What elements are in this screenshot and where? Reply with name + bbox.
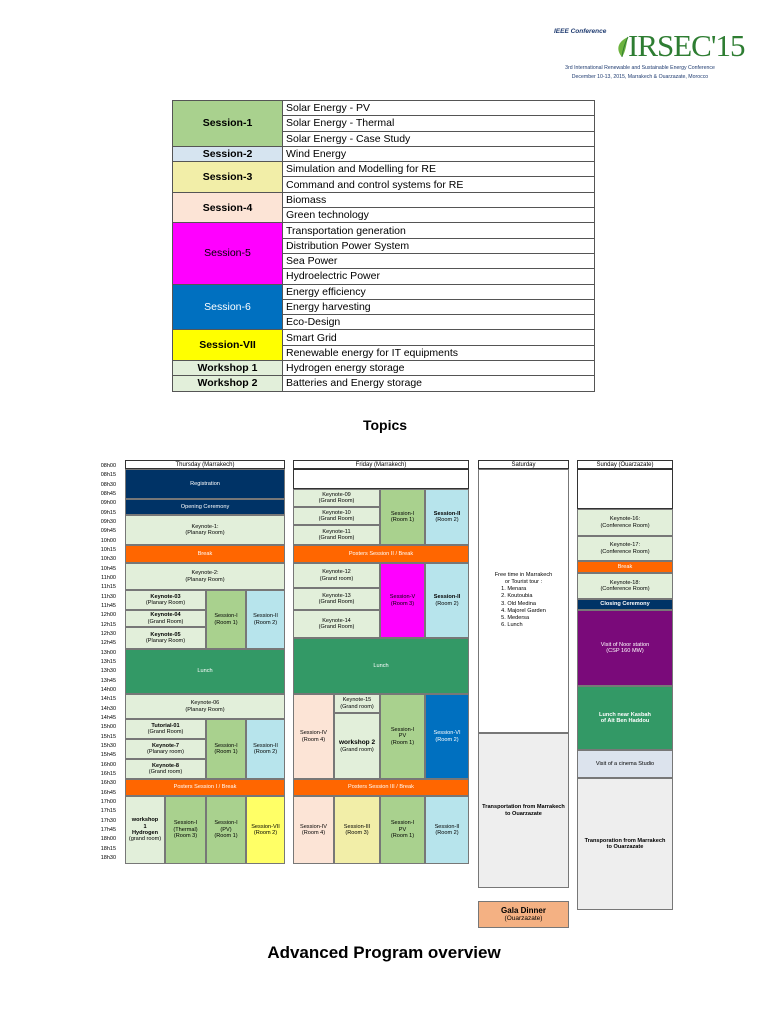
keynote-11-block: Keynote-11 (Grand Room) [293,525,380,545]
saturday-transport-block: Transportation from Marrakech to Ouarzazate [478,733,569,888]
keynote-6-block: Keynote-06 (Planary Room) [125,694,285,719]
fri-session-1-block: Session-I (Room 1) [380,489,425,545]
closing-ceremony-block: Closing Ceremony [577,599,673,610]
time-label: 08h45 [100,490,116,497]
topic-item: Hydrogen energy storage [283,361,595,376]
fri-session-1-pv-block: Session-I PV (Room 1) [380,694,425,779]
thu-session-1-pv-block: Session-I (PV) (Room 1) [206,796,246,864]
tour-item: 5. Medersa [501,615,530,622]
keynote-2-block: Keynote-2: (Planary Room) [125,563,285,590]
friday-morning-frame [293,469,469,489]
posters-session-3-block: Posters Session III / Break [293,779,469,796]
tour-item: 2. Koutoubia [501,593,533,600]
keynote-18-block: Keynote-18: (Conference Room) [577,573,673,599]
keynote-15-block: Keynote-15 (Grand room) [334,694,380,713]
time-label: 09h15 [100,509,116,516]
posters-session-2-block: Posters Session II / Break [293,545,469,563]
topic-item: Energy harvesting [283,299,595,314]
logo-text: IRSEC'15 [628,28,745,63]
fri-session-5-block: Session-V (Room 3) [380,563,425,638]
break-block: Break [125,545,285,563]
topics-row [173,101,595,116]
topics-row [173,146,595,161]
fri-session-2c-block: Session-II (Room 2) [425,796,469,864]
keynote-7-block: Keynote-7 (Planary room) [125,739,206,759]
conference-logo [540,22,745,84]
time-label: 16h00 [100,761,116,768]
time-label: 09h45 [100,528,116,535]
keynote-9-block: Keynote-09 (Grand Room) [293,489,380,507]
time-label: 17h30 [100,817,116,824]
tour-item: 3. Old Medina [501,600,536,607]
fri-lunch-block: Lunch [293,638,469,694]
logo-dates: December 10-13, 2015, Marrakech & Ouarzazate, Morocco [571,74,709,80]
topic-session-label: Session-1 [173,101,283,147]
fri-session-6-block: Session-VI (Room 2) [425,694,469,779]
time-label: 11h30 [101,593,116,600]
topic-item: Eco-Design [283,315,595,330]
time-label: 08h15 [100,472,116,479]
topic-item: Sea Power [283,253,595,268]
sunday-break-block: Break [577,561,673,573]
leaf-icon [614,36,630,58]
keynote-16-block: Keynote-16: (Conference Room) [577,509,673,536]
time-label: 08h30 [100,481,116,488]
keynote-4-block: Keynote-04 (Grand Room) [125,610,206,627]
topic-item: Solar Energy - Thermal [283,116,595,131]
time-label: 10h45 [100,565,116,572]
day-header-saturday: Saturday [478,460,569,469]
time-label: 13h45 [100,677,116,684]
topics-row [173,192,595,207]
topic-session-label: Session-3 [173,162,283,193]
time-label: 12h45 [100,640,116,647]
registration-block: Registration [125,469,285,499]
time-label: 09h30 [100,518,116,525]
time-label: 08h00 [100,463,116,469]
time-label: 15h30 [100,742,116,749]
topics-table [172,100,595,392]
time-label: 16h30 [100,780,116,787]
topic-session-label: Workshop 2 [173,376,283,391]
topic-session-label: Session-4 [173,192,283,223]
time-label: 12h30 [100,630,116,637]
topic-session-label: Session-2 [173,146,283,161]
noor-visit-block: Visit of Noor station (CSP 160 MW) [577,610,673,686]
sunday-morning-frame [577,469,673,509]
time-label: 11h15 [101,584,116,591]
thu-session-2-block: Session-II (Room 2) [246,590,285,649]
time-label: 13h30 [100,668,116,675]
time-label: 15h00 [100,724,116,731]
topic-item: Renewable energy for IT equipments [283,345,595,360]
keynote-3-block: Keynote-03 (Planary Room) [125,590,206,610]
tour-list [501,586,546,630]
fri-session-4-block: Session-IV (Room 4) [293,694,334,779]
fri-session-2-block: Session-II (Room 2) [425,489,469,545]
time-label: 11h00 [101,574,116,581]
time-label: 17h00 [100,798,116,805]
fri-session-3-block: Session-III (Room 3) [334,796,380,864]
topic-item: Command and control systems for RE [283,177,595,192]
gala-dinner-block: Gala Dinner (Ouarzazate) [478,901,569,928]
sunday-lunch-block: Lunch near Kasbah of Ait Ben Haddou [577,686,673,750]
time-label: 17h45 [100,826,116,833]
time-label: 13h00 [100,649,116,656]
tour-item: 1. Menara [501,586,527,593]
day-header-sunday: Sunday (Ouarzazate) [577,460,673,469]
topic-item: Solar Energy - Case Study [283,131,595,146]
time-label: 14h15 [100,696,116,703]
topic-item: Hydroelectric Power [283,269,595,284]
topics-row [173,284,595,299]
workshop-1-block: workshop 1 Hydrogen (grand room) [125,796,165,864]
fri-session-1c-block: Session-I PV (Room 1) [380,796,425,864]
time-label: 13h15 [100,658,116,665]
cinema-visit-block: Visit of a cinema Studio [577,750,673,778]
time-label: 12h15 [100,621,116,628]
topic-item: Solar Energy - PV [283,101,595,116]
topic-item: Smart Grid [283,330,595,345]
ieee-label: IEEE Conference [554,28,607,35]
time-label: 09h00 [100,500,116,507]
topic-item: Biomass [283,192,595,207]
thu-session-1b-block: Session-I (Room 1) [206,719,246,779]
keynote-1-block: Keynote-1: (Planary Room) [125,515,285,545]
topics-row [173,376,595,391]
thu-lunch-block: Lunch [125,649,285,694]
fri-session-4b-block: Session-IV (Room 4) [293,796,334,864]
thu-session-1-block: Session-I (Room 1) [206,590,246,649]
topic-item: Simulation and Modelling for RE [283,162,595,177]
time-label: 11h45 [101,602,116,609]
topic-item: Wind Energy [283,146,595,161]
keynote-13-block: Keynote-13 (Grand Room) [293,588,380,610]
topics-row [173,162,595,177]
footer-title: Advanced Program overview [267,943,501,962]
workshop-2-block: workshop 2 (Grand room) [334,713,380,779]
topic-item: Batteries and Energy storage [283,376,595,391]
time-label: 18h15 [100,845,116,852]
saturday-tour-block: Free time in Marrakech or Tourist tour : 1. Menara 2. Koutoubia 3. Old Medina 4. Majorel Garden 5. Medersa 6. Lunch [478,469,569,733]
topic-session-label: Session-6 [173,284,283,330]
thu-session-7-block: Session-VII (Room 2) [246,796,285,864]
logo-subtitle: 3rd International Renewable and Sustainable Energy Conference [565,65,715,71]
time-label: 17h15 [100,808,116,815]
topics-row [173,330,595,345]
topic-item: Energy efficiency [283,284,595,299]
topic-session-label: Session-5 [173,223,283,284]
sunday-transport-block: Transporation from Marrakech to Ouarzazate [577,778,673,910]
time-label: 15h15 [100,733,116,740]
fri-session-2b-block: Session-II (Room 2) [425,563,469,638]
tutorial-1-block: Tutorial-01 (Grand Room) [125,719,206,739]
keynote-5-block: Keynote-05 (Planary Room) [125,627,206,649]
thu-session-2b-block: Session-II (Room 2) [246,719,285,779]
topic-item: Green technology [283,208,595,223]
thu-session-1-thermal-block: Session-I (Thermal) (Room 3) [165,796,206,864]
time-label: 15h45 [100,752,116,759]
topics-row [173,223,595,238]
keynote-17-block: Keynote-17: (Conference Room) [577,536,673,561]
tour-item: 4. Majorel Garden [501,607,546,614]
time-label: 14h30 [100,705,116,712]
time-label: 10h15 [100,546,116,553]
keynote-10-block: Keynote-10 (Grand Room) [293,507,380,525]
keynote-14-block: Keynote-14 (Grand Room) [293,610,380,638]
topic-session-label: Workshop 1 [173,361,283,376]
time-label: 16h15 [100,770,116,777]
day-header-thursday: Thursday (Marrakech) [125,460,285,469]
topic-item: Distribution Power System [283,238,595,253]
tour-item: 6. Lunch [501,622,523,629]
topics-row [173,361,595,376]
time-label: 10h00 [100,537,116,544]
time-label: 14h45 [100,714,116,721]
time-label: 10h30 [100,556,116,563]
keynote-12-block: Keynote-12 (Grand room) [293,563,380,588]
day-header-friday: Friday (Marrakech) [293,460,469,469]
time-label: 14h00 [100,686,116,693]
time-label: 12h00 [100,612,116,619]
time-label: 18h00 [100,836,116,843]
posters-session-1-block: Posters Session I / Break [125,779,285,796]
time-label: 16h45 [100,789,116,796]
opening-ceremony-block: Opening Ceremony [125,499,285,515]
topic-item: Transportation generation [283,223,595,238]
keynote-8-block: Keynote-8 (Grand room) [125,759,206,779]
time-label: 18h30 [100,854,116,861]
topics-caption: Topics [362,417,408,433]
topic-session-label: Session-VII [173,330,283,361]
